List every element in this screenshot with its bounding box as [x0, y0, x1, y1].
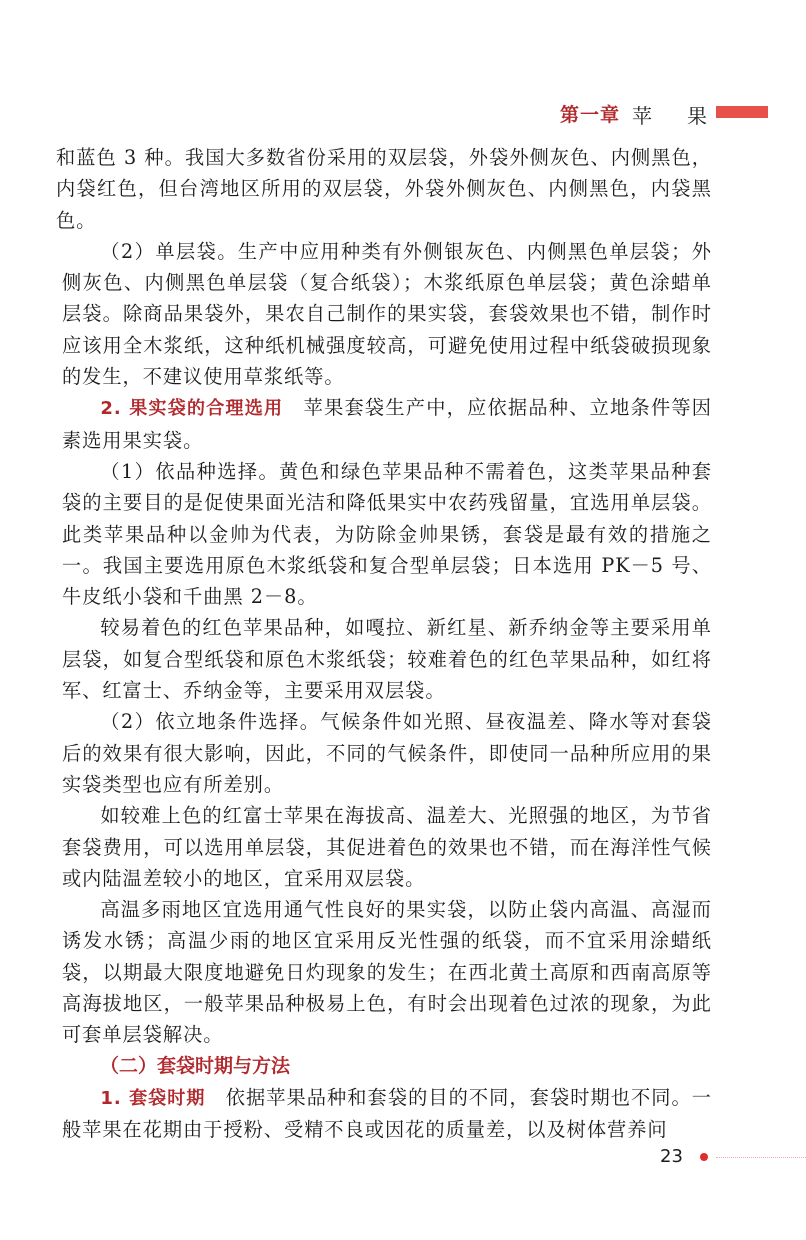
- paragraph-continued: 和蓝色 3 种。我国大多数省份采用的双层袋，外袋外侧灰色、内侧黑色，内袋红色，但台湾地区所用的双层袋，外袋外侧灰色、内侧黑色，内袋黑色。: [56, 146, 712, 232]
- chapter-topic-char-1: 苹: [632, 104, 652, 128]
- page-footer: [0, 1146, 806, 1174]
- section-heading-bagging-timing: （二）套袋时期与方法: [100, 1054, 291, 1077]
- paragraph-red-fuji: 如较难上色的红富士苹果在海拔高、温差大、光照强的地区，为节省套袋费用，可以选用单层袋，其促进着色的效果也不错，而在海洋性气候或内陆温差较小的地区，宜采用双层袋。: [62, 804, 712, 890]
- paragraph-bag-selection: [62, 392, 712, 456]
- page-number: 23: [660, 1146, 683, 1167]
- paragraph-red-varieties: 较易着色的红色苹果品种，如嘎拉、新红星、新乔纳金等主要采用单层袋，如复合型纸袋和原色木浆纸袋；较难着色的红色苹果品种，如红将军、红富士、乔纳金等，主要采用双层袋。: [62, 616, 712, 703]
- paragraph-variety-selection: （1）依品种选择。黄色和绿色苹果品种不需着色，这类苹果品种套袋的主要目的是促使果面光洁和降低果实中农药残留量，宜选用单层袋。此类苹果品种以金帅为代表，为防除金帅果锈，套袋是最有效的措施之一。我国主要选用原色木浆纸袋和复合型单层袋；日本选用 PK－5 号、牛皮纸小袋和千曲黑 2－8。: [62, 459, 712, 609]
- running-header: [0, 100, 806, 130]
- chapter-topic-char-2: 果: [687, 104, 707, 128]
- subheading-bag-selection: 2. 果实袋的合理选用: [100, 398, 284, 420]
- chapter-title: 第一章: [560, 104, 621, 126]
- paragraph-bagging-time: [62, 1082, 712, 1146]
- subheading-bagging-time: 1. 套袋时期: [100, 1087, 206, 1109]
- header-accent-bar: [716, 106, 768, 118]
- paragraph-single-layer-bag: （2）单层袋。生产中应用种类有外侧银灰色、内侧黑色单层袋；外侧灰色、内侧黑色单层袋（复合纸袋）；木浆纸原色单层袋；黄色涂蜡单层袋。除商品果袋外，果农自己制作的果实袋，套袋效果也不错，制作时应该用全木浆纸，这种纸机械强度较高，可避免使用过程中纸袋破损现象的发生，不建议使用草浆纸等。: [62, 239, 712, 389]
- page-number-dot: [700, 1153, 708, 1161]
- subheading-bag-selection-text: 苹果套袋生产中，应依据品种、立地条件等因素选用果实袋。: [62, 396, 712, 452]
- body-text: [56, 142, 712, 1146]
- subheading-bagging-time-text: 依据苹果品种和套袋的目的不同，套袋时期也不同。一般苹果在花期由于授粉、受精不良或因花的质量差，以及树体营养问: [62, 1085, 712, 1142]
- footer-dotted-rule: [716, 1157, 806, 1158]
- paragraph-site-selection: （2）依立地条件选择。气候条件如光照、昼夜温差、降水等对套袋后的效果有很大影响，因此，不同的气候条件，即使同一品种所应用的果实袋类型也应有所差别。: [62, 710, 712, 796]
- paragraph-climate-regions: 高温多雨地区宜选用通气性良好的果实袋，以防止袋内高温、高湿而诱发水锈；高温少雨的地区宜采用反光性强的纸袋，而不宜采用涂蜡纸袋，以期最大限度地避免日灼现象的发生；在西北黄土高原和西南高原等高海拔地区，一般苹果品种极易上色，有时会出现着色过浓的现象，为此可套单层袋解决。: [62, 898, 712, 1047]
